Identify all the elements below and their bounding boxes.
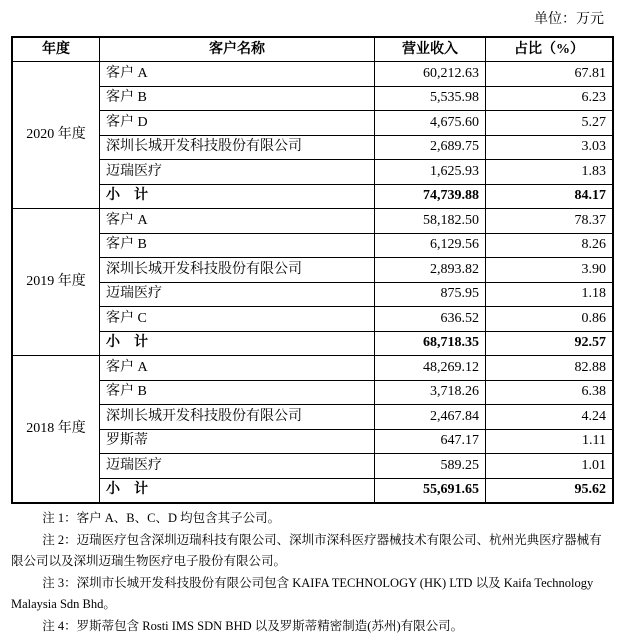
footnotes — [11, 508, 611, 637]
subtotal-row — [12, 478, 613, 503]
customer-name: 客户 B — [100, 380, 375, 405]
table-row — [12, 282, 613, 307]
subtotal-revenue: 55,691.65 — [375, 478, 486, 503]
table-row — [12, 405, 613, 430]
percentage-value: 1.83 — [486, 160, 614, 185]
customer-revenue-table — [11, 36, 614, 504]
revenue-value: 58,182.50 — [375, 209, 486, 234]
header-customer-name: 客户名称 — [100, 37, 375, 62]
customer-name: 迈瑞医疗 — [100, 454, 375, 479]
customer-name: 客户 C — [100, 307, 375, 332]
table-header-row — [12, 37, 613, 62]
year-cell: 2019 年度 — [12, 209, 100, 356]
table-row — [12, 258, 613, 283]
customer-name: 客户 B — [100, 86, 375, 111]
revenue-value: 875.95 — [375, 282, 486, 307]
subtotal-percentage: 84.17 — [486, 184, 614, 209]
percentage-value: 0.86 — [486, 307, 614, 332]
revenue-value: 2,689.75 — [375, 135, 486, 160]
revenue-value: 636.52 — [375, 307, 486, 332]
percentage-value: 1.18 — [486, 282, 614, 307]
year-cell: 2018 年度 — [12, 356, 100, 504]
customer-name: 深圳长城开发科技股份有限公司 — [100, 135, 375, 160]
subtotal-percentage: 92.57 — [486, 331, 614, 356]
customer-name: 迈瑞医疗 — [100, 160, 375, 185]
percentage-value: 6.38 — [486, 380, 614, 405]
subtotal-row — [12, 331, 613, 356]
subtotal-row — [12, 184, 613, 209]
table-row — [12, 380, 613, 405]
subtotal-label: 小 计 — [100, 478, 375, 503]
customer-name: 深圳长城开发科技股份有限公司 — [100, 258, 375, 283]
revenue-value: 4,675.60 — [375, 111, 486, 136]
table-row — [12, 454, 613, 479]
revenue-value: 647.17 — [375, 429, 486, 454]
table-row — [12, 429, 613, 454]
customer-name: 深圳长城开发科技股份有限公司 — [100, 405, 375, 430]
revenue-value: 60,212.63 — [375, 62, 486, 87]
header-revenue: 营业收入 — [375, 37, 486, 62]
percentage-value: 8.26 — [486, 233, 614, 258]
table-row — [12, 209, 613, 234]
subtotal-label: 小 计 — [100, 184, 375, 209]
footnote-4: 注 4：罗斯蒂包含 Rosti IMS SDN BHD 以及罗斯蒂精密制造(苏州)有限公司。 — [42, 618, 464, 633]
percentage-value: 1.01 — [486, 454, 614, 479]
revenue-value: 1,625.93 — [375, 160, 486, 185]
header-percentage: 占比（%） — [486, 37, 614, 62]
table-row — [12, 233, 613, 258]
percentage-value: 5.27 — [486, 111, 614, 136]
subtotal-label: 小 计 — [100, 331, 375, 356]
table-row — [12, 111, 613, 136]
header-year: 年度 — [12, 37, 100, 62]
percentage-value: 4.24 — [486, 405, 614, 430]
year-cell: 2020 年度 — [12, 62, 100, 209]
subtotal-revenue: 74,739.88 — [375, 184, 486, 209]
customer-name: 客户 D — [100, 111, 375, 136]
table-row — [12, 86, 613, 111]
revenue-value: 6,129.56 — [375, 233, 486, 258]
revenue-value: 2,467.84 — [375, 405, 486, 430]
percentage-value: 67.81 — [486, 62, 614, 87]
customer-name: 客户 A — [100, 356, 375, 381]
customer-name: 罗斯蒂 — [100, 429, 375, 454]
percentage-value: 1.11 — [486, 429, 614, 454]
footnote-1: 注 1：客户 A、B、C、D 均包含其子公司。 — [42, 511, 281, 525]
revenue-value: 3,718.26 — [375, 380, 486, 405]
percentage-value: 6.23 — [486, 86, 614, 111]
customer-name: 客户 A — [100, 62, 375, 87]
subtotal-revenue: 68,718.35 — [375, 331, 486, 356]
percentage-value: 3.03 — [486, 135, 614, 160]
percentage-value: 3.90 — [486, 258, 614, 283]
revenue-value: 2,893.82 — [375, 258, 486, 283]
revenue-value: 5,535.98 — [375, 86, 486, 111]
percentage-value: 82.88 — [486, 356, 614, 381]
customer-name: 客户 B — [100, 233, 375, 258]
percentage-value: 78.37 — [486, 209, 614, 234]
customer-name: 客户 A — [100, 209, 375, 234]
footnote-2: 注 2：迈瑞医疗包含深圳迈瑞科技有限公司、深圳市深科医疗器械技术有限公司、杭州光典医疗器械有限公司以及深圳迈瑞生物医疗电子股份有限公司。 — [11, 532, 602, 568]
customer-name: 迈瑞医疗 — [100, 282, 375, 307]
revenue-value: 48,269.12 — [375, 356, 486, 381]
table-row — [12, 307, 613, 332]
footnote-3: 注 3：深圳市长城开发科技股份有限公司包含 KAIFA TECHNOLOGY (HK) LTD 以及 Kaifa Technology Malaysia Sdn Bhd。 — [11, 575, 594, 611]
table-row — [12, 135, 613, 160]
unit-label: 单位：万元 — [534, 12, 604, 27]
table-row — [12, 356, 613, 381]
table-row — [12, 160, 613, 185]
subtotal-percentage: 95.62 — [486, 478, 614, 503]
table-row — [12, 62, 613, 87]
revenue-value: 589.25 — [375, 454, 486, 479]
table-body — [12, 62, 613, 504]
